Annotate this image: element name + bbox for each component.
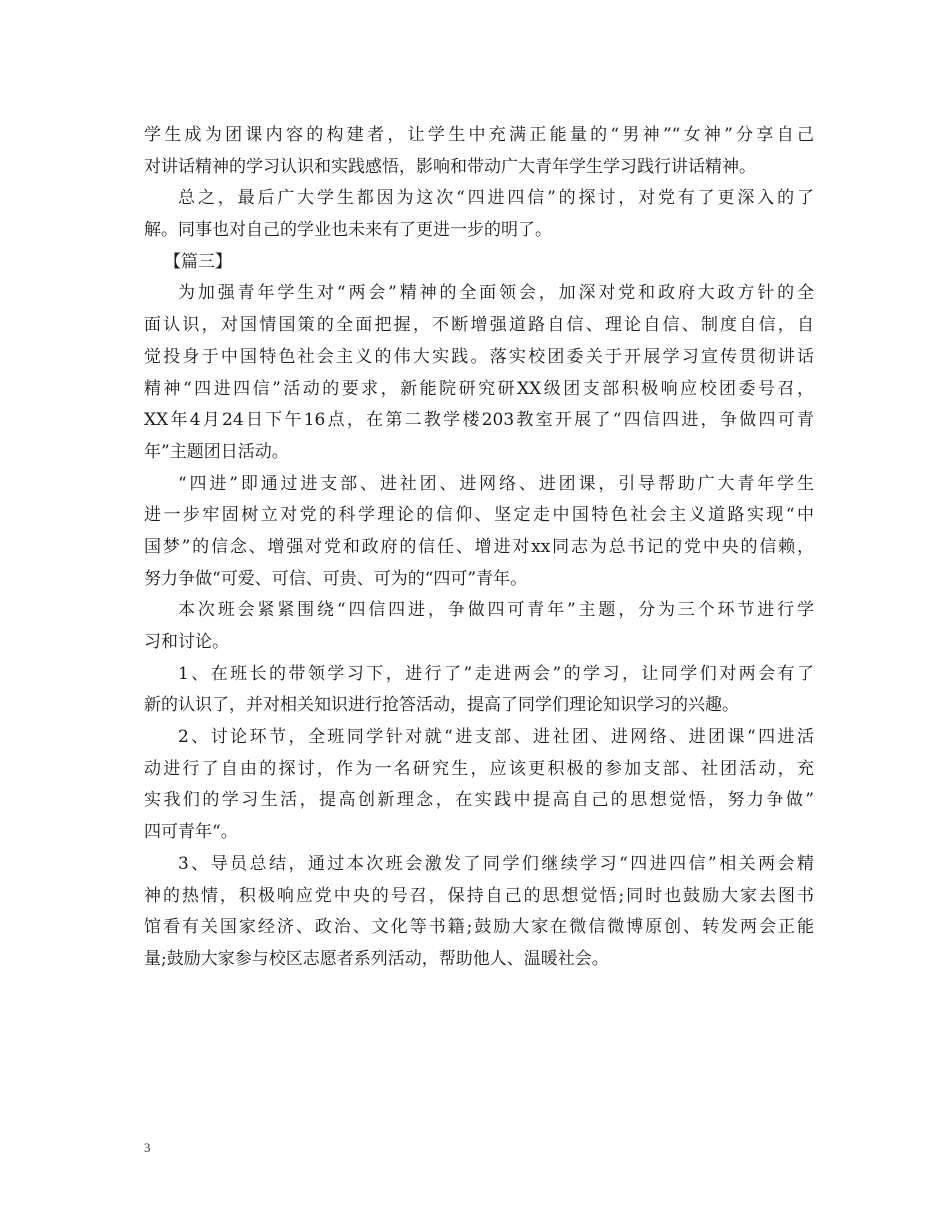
text-line: 对讲话精神的学习认识和实践感悟，影响和带动广大青年学生学习践行讲话精神。 [144, 156, 756, 177]
text-line: 解。同事也对自己的学业也未来有了更进一步的明了。 [144, 220, 552, 241]
text-line: 学生成为团课内容的构建者，让学生中充满正能量的“男神”“女神”分享自己 [144, 125, 814, 145]
text-line: 2、讨论环节，全班同学针对就“进支部、进社团、进网络、进团课“四进活 [178, 727, 814, 748]
text-line: 国梦”的信念、增强对党和政府的信任、增进对xx同志为总书记的党中央的信赖， [144, 536, 814, 557]
text-line: 馆看有关国家经济、政治、文化等书籍;鼓励大家在微信微博原创、转发两会正能 [144, 917, 814, 938]
text-line: 3、导员总结，通过本次班会激发了同学们继续学习“四进四信”相关两会精 [178, 853, 814, 874]
text-line: 神的热情，积极响应党中央的号召，保持自己的思想觉悟;同时也鼓励大家去图书 [144, 885, 814, 906]
text-line: “四进”即通过进支部、进社团、进网络、进团课，引导帮助广大青年学生 [178, 473, 814, 494]
text-line: XX年4月24日下午16点，在第二教学楼203教室开展了“四信四进，争做四可青 [144, 410, 814, 431]
text-line: 面认识，对国情国策的全面把握，不断增强道路自信、理论自信、制度自信，自 [144, 315, 814, 336]
text-line: 1、在班长的带领学习下，进行了”走进两会”的学习，让同学们对两会有了 [178, 663, 814, 684]
text-line: 努力争做“可爱、可信、可贵、可为的“四可”青年。 [144, 568, 528, 589]
text-line: 精神“四进四信”活动的要求，新能院研究研XX级团支部积极响应校团委号召， [144, 378, 814, 399]
text-line: 习和讨论。 [144, 632, 229, 652]
text-line: 年”主题团日活动。 [144, 441, 289, 462]
text-line: 实我们的学习生活，提高创新理念，在实践中提高自己的思想觉悟，努力争做” [144, 790, 814, 811]
page-number: 3 [144, 1140, 151, 1155]
document-body [144, 120, 814, 976]
text-line: 四可青年“。 [144, 822, 238, 843]
text-line: 新的认识了，并对相关知识进行抢答活动，提高了同学们理论知识学习的兴趣。 [144, 695, 739, 716]
text-line: 为加强青年学生对“两会”精神的全面领会，加深对党和政府大政方针的全 [178, 283, 814, 304]
text-line: 量;鼓励大家参与校区志愿者系列活动，帮助他人、温暖社会。 [144, 948, 609, 969]
section-heading: 【篇三】 [164, 251, 232, 272]
text-line: 本次班会紧紧围绕“四信四进，争做四可青年”主题，分为三个环节进行学 [178, 600, 814, 621]
text-line: 动进行了自由的探讨，作为一名研究生，应该更积极的参加支部、社团活动，充 [144, 758, 814, 779]
text-line: 觉投身于中国特色社会主义的伟大实践。落实校团委关于开展学习宣传贯彻讲话 [144, 346, 814, 367]
text-line: 进一步牢固树立对党的科学理论的信仰、坚定走中国特色社会主义道路实现“中 [144, 505, 814, 526]
text-line: 总之，最后广大学生都因为这次“四进四信”的探讨，对党有了更深入的了 [178, 188, 814, 209]
